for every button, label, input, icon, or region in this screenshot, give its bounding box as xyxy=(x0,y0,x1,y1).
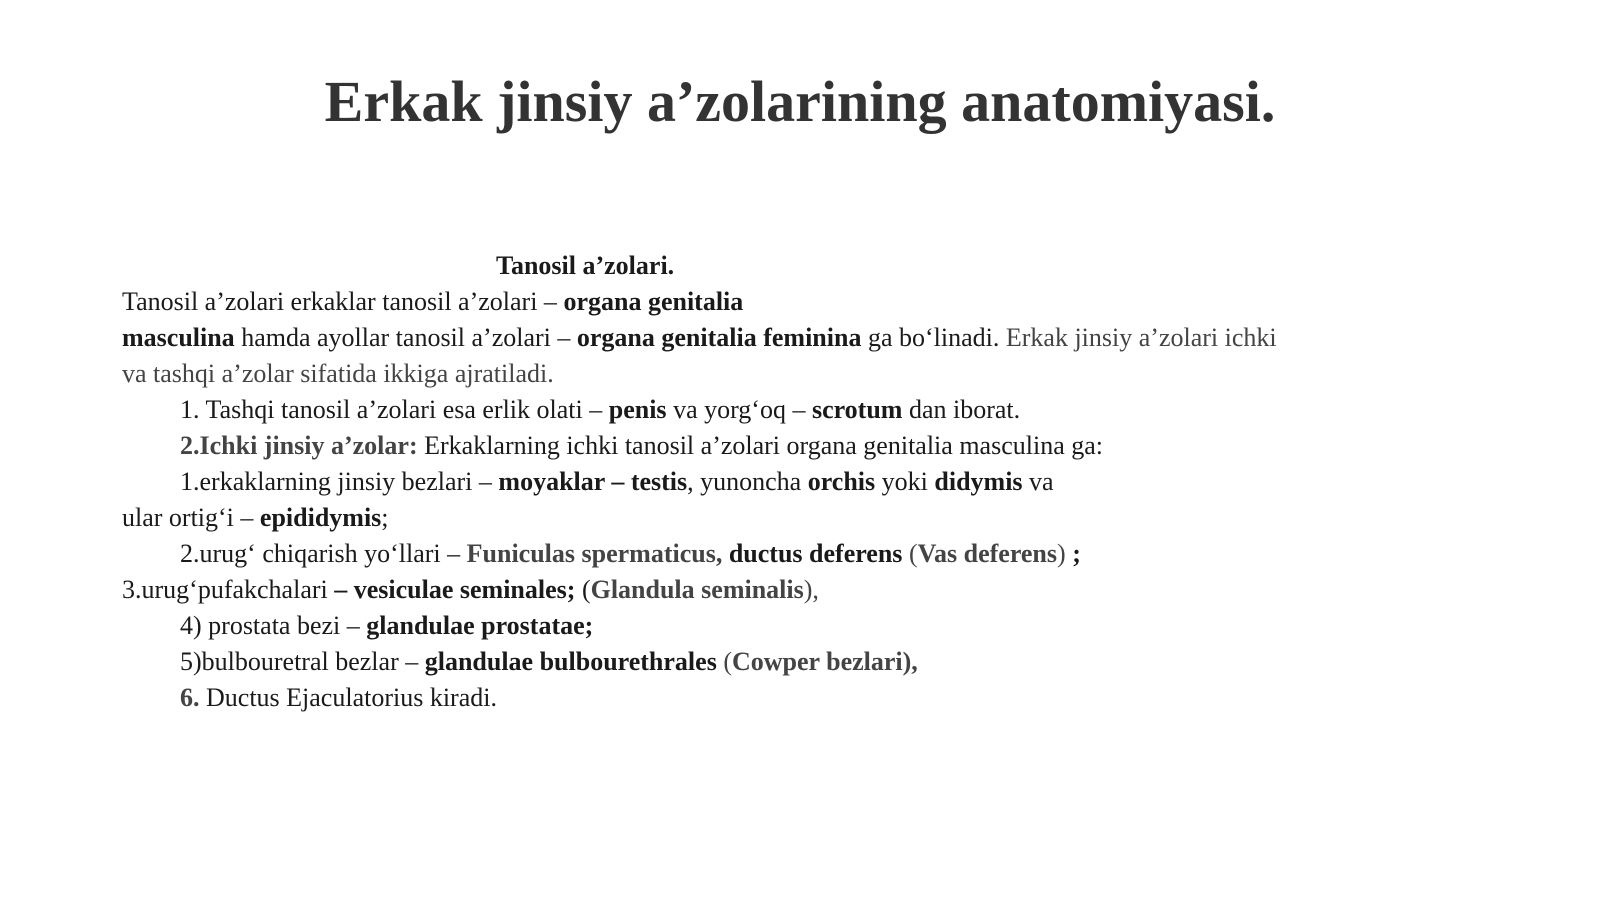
sub-item-1-cont xyxy=(122,500,1502,536)
sub1-text-3: yoki xyxy=(875,467,935,496)
intro-line-2 xyxy=(122,320,1502,356)
sub5-term-2: Cowper bezlari), xyxy=(732,647,918,676)
sub6-term-1: 6. xyxy=(180,683,200,712)
list-item-1 xyxy=(122,392,1502,428)
intro-text-4: Erkak jinsiy a’zolari ichki xyxy=(1005,323,1277,352)
sub1-text-1: 1.erkaklarning jinsiy bezlari – xyxy=(180,467,499,496)
sub3-text-1: 3.urug‘pufakchalari xyxy=(122,575,335,604)
sub2-text-3: ) xyxy=(1057,539,1073,568)
sub2-term-1: Funiculas spermaticus, xyxy=(466,539,729,568)
intro-term-1: organa genitalia xyxy=(563,287,744,316)
sub2-term-4: ; xyxy=(1072,539,1081,568)
sub5-text-2: ( xyxy=(716,647,732,676)
sub1-term-3: didymis xyxy=(934,467,1023,496)
slide-body xyxy=(122,248,1502,716)
sub1-term-2: orchis xyxy=(807,467,876,496)
sub1-text-5: ular ortig‘i – xyxy=(122,503,260,532)
sub5-term-1: glandulae bulbourethrales xyxy=(424,647,717,676)
sub-item-3 xyxy=(122,572,1502,608)
sub6-text-1: Ductus Ejaculatorius kiradi. xyxy=(199,683,497,712)
intro-line-1 xyxy=(122,284,1502,320)
sub1-term-4: epididymis xyxy=(259,503,382,532)
sub3-text-3: ), xyxy=(803,575,819,604)
item2-text-1: Erkaklarning ichki tanosil a’zolari organa genitalia masculina ga: xyxy=(417,431,1103,460)
item2-term-1: 2.Ichki jinsiy a’zolar: xyxy=(180,431,418,460)
item1-term-1: penis xyxy=(608,395,667,424)
sub2-text-2: ( xyxy=(902,539,918,568)
intro-text-2: hamda ayollar tanosil a’zolari – xyxy=(234,323,577,352)
sub-item-2 xyxy=(122,536,1502,572)
item1-text-1: 1. Tashqi tanosil a’zolari esa erlik olati – xyxy=(180,395,609,424)
intro-text-3: ga bo‘linadi. xyxy=(861,323,1006,352)
sub-item-5 xyxy=(122,644,1502,680)
sub1-text-2: , yunoncha xyxy=(687,467,808,496)
sub3-term-2: Glandula seminalis xyxy=(590,575,804,604)
sub1-text-6: ; xyxy=(381,503,389,532)
section-heading: Tanosil a’zolari. xyxy=(496,251,675,280)
item1-text-2: va yorg‘oq – xyxy=(666,395,812,424)
intro-line-3: va tashqi a’zolar sifatida ikkiga ajratiladi. xyxy=(122,359,554,388)
sub3-term-1: – vesiculae seminales; xyxy=(334,575,576,604)
intro-term-2: masculina xyxy=(122,323,235,352)
item1-text-3: dan iborat. xyxy=(902,395,1021,424)
sub2-text-1: 2.urug‘ chiqarish yo‘llari – xyxy=(180,539,467,568)
sub-item-4 xyxy=(122,608,1502,644)
sub4-text-1: 4) prostata bezi – xyxy=(180,611,367,640)
slide-title: Erkak jinsiy a’zolarining anatomiyasi. xyxy=(324,69,1276,134)
sub2-term-2: ductus deferens xyxy=(728,539,903,568)
sub1-term-1: moyaklar – testis xyxy=(498,467,688,496)
sub-item-1 xyxy=(122,464,1502,500)
sub3-text-2: ( xyxy=(575,575,591,604)
intro-term-3: organa genitalia feminina xyxy=(576,323,862,352)
sub5-text-1: 5)bulbouretral bezlar – xyxy=(180,647,425,676)
intro-text-1: Tanosil a’zolari erkaklar tanosil a’zolari – xyxy=(122,287,564,316)
sub-item-6 xyxy=(122,680,1502,716)
sub4-term-1: glandulae prostatae; xyxy=(366,611,594,640)
item1-term-2: scrotum xyxy=(811,395,903,424)
list-item-2 xyxy=(122,428,1502,464)
sub1-text-4: va xyxy=(1022,467,1054,496)
sub2-term-3: Vas deferens xyxy=(917,539,1058,568)
